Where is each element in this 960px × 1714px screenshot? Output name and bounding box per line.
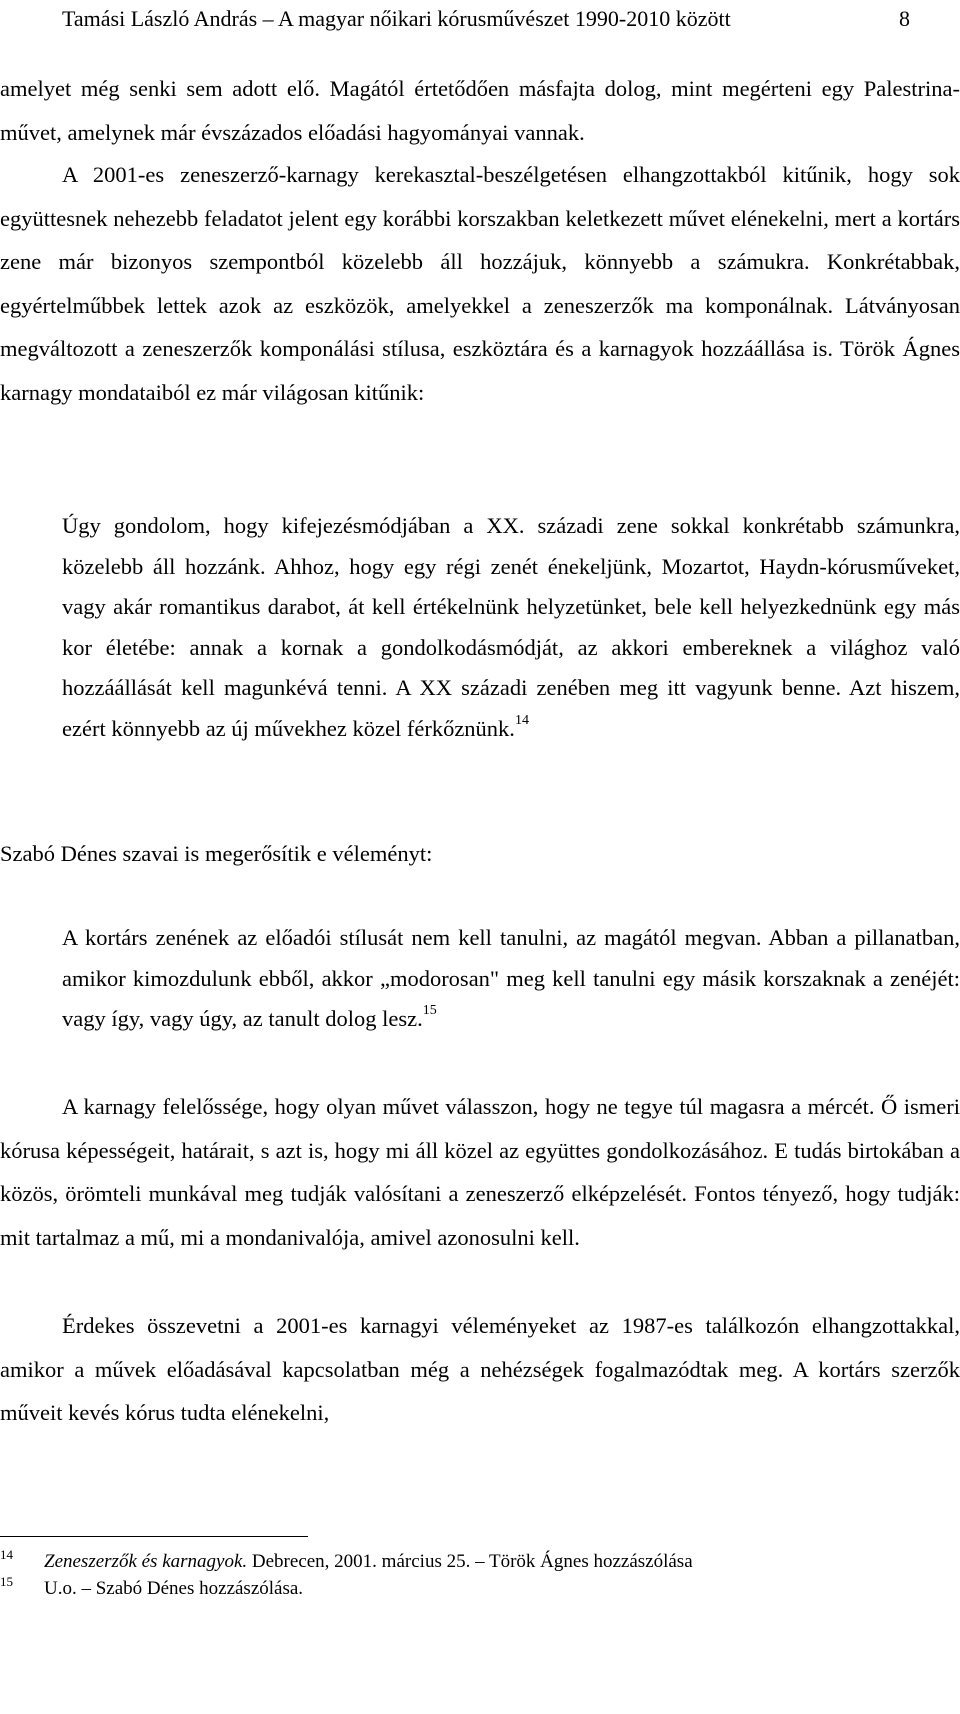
footnote-text [44,1551,693,1573]
quote-2-text: A kortárs zenének az előadói stílusát nem kell tanulni, az magától megvan. Abban a pillanatban, amikor kimozdulunk ebből, akkor „modorosan" meg kell tanulni egy másik korszaknak a zenéjét: vagy így, vagy úgy, az tanult dolog lesz. [62,925,960,1031]
paragraph-responsibility [0,1085,960,1259]
block-quote-szabo [62,918,960,1040]
paragraph-3: Szabó Dénes szavai is megerősítik e véleményt: [0,841,433,866]
footnote-separator [0,1536,308,1537]
paragraph-continuation [0,67,960,154]
running-title: Tamási László András – A magyar nőikari kórusművészet 1990-2010 között [62,6,731,31]
paragraph-roundtable [0,153,960,414]
footnote-source-title: Zeneszerzők és karnagyok. [44,1551,248,1572]
running-header [62,4,910,34]
footnote-number: 14 [0,1547,13,1562]
block-quote-torok [62,506,960,749]
quote-1-text: Úgy gondolom, hogy kifejezésmódjában a XX. századi zene sokkal konkrétabb számunkra, közelebb áll hozzánk. Ahhoz, hogy egy régi zenét énekeljünk, Mozartot, Haydn-kórusműveket, vagy akár romantikus darabot, át kell értékelnünk helyzetünket, bele kell helyezkednünk egy más kor életébe: annak a kornak a gondolkodásmódját, az akkori embereknek a világhoz való hozzáállását kell magunkévá tenni. A XX századi zenében meg itt vagyunk benne. Azt hiszem, ezért könnyebb az új művekhez közel férkőznünk. [62,513,960,741]
paragraph-2: A 2001-es zeneszerző-karnagy kerekasztal-beszélgetésen elhangzottakból kitűnik, hogy sok együttesnek nehezebb feladatot jelent egy korábbi korszakban keletkezett művet elénekelni, mert a kortárs zene már bizonyos szempontból közelebb áll hozzájuk, könnyebb a számukra. Konkrétabbak, egyértelműbbek lettek azok az eszközök, amelyekkel a zeneszerzők ma komponálnak. Látványosan megváltozott a zeneszerzők komponálási stílusa, eszköztára és a karnagyok hozzáállása is. Török Ágnes karnagy mondataiból ez már világosan kitűnik: [0,162,960,405]
paragraph-4: A karnagy felelőssége, hogy olyan művet válasszon, hogy ne tegye túl magasra a mércét. Ő ismeri kórusa képességeit, határait, s azt is, hogy mi áll közel az együttes gondolkozásához. E tudás birtokában a közös, örömteli munkával meg tudják valósítani a zeneszerző elképzelését. Fontos tényező, hogy tudják: mit tartalmaz a mű, mi a mondanivalója, amivel azonosulni kell. [0,1094,960,1250]
paragraph-comparison [0,1304,960,1435]
footnote-source-detail: U.o. – Szabó Dénes hozzászólása. [44,1578,304,1599]
paragraph-5: Érdekes összevetni a 2001-es karnagyi véleményeket az 1987-es találkozón elhangzottakkal, amikor a művek előadásával kapcsolatban még a nehézségek fogalmazódtak meg. A kortárs szerzők műveit kevés kórus tudta elénekelni, [0,1313,960,1425]
paragraph-szabo-intro [0,832,960,876]
footnote-ref-14[interactable]: 14 [514,712,529,728]
footnote-source-detail: Debrecen, 2001. március 25. – Török Ágnes hozzászólása [247,1551,693,1572]
footnote-number: 15 [0,1574,13,1589]
paragraph-1: amelyet még senki sem adott elő. Magától értetődően másfajta dolog, mint megérteni egy Palestrina-művet, amelynek már évszázados előadási hagyományai vannak. [0,76,960,145]
footnote-text [44,1578,303,1600]
footnote-ref-15[interactable]: 15 [422,1003,437,1018]
page-number: 8 [899,6,910,31]
